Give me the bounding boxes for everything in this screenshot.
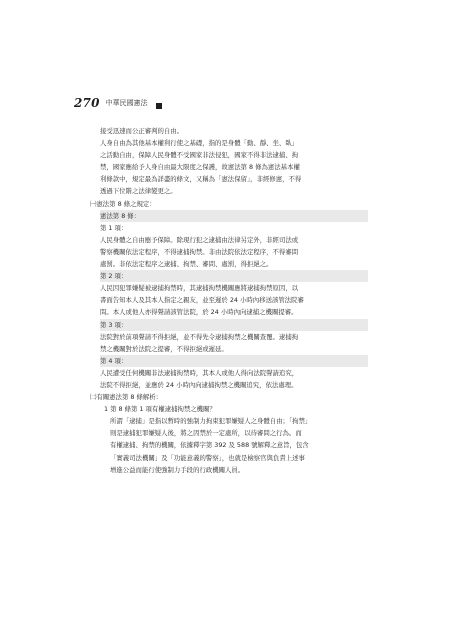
text-line: 禁之機關對於法院之提審，不得拒絕或遲延。 bbox=[100, 344, 228, 353]
text-line: 第 1 項： bbox=[100, 223, 128, 232]
body-text bbox=[90, 125, 368, 476]
text-line: 憲法第 8 條： bbox=[100, 210, 368, 222]
text-line: 人民身體之自由應予保障。除現行犯之逮捕由法律另定外，非經司法或 bbox=[100, 235, 299, 244]
text-line: 禁，國家應給予人身自由最大限度之保護，故憲法第 8 條為憲法基本權 bbox=[100, 163, 300, 172]
text-line: ㈡有關憲法第 8 條解析： bbox=[90, 393, 163, 402]
square-mark-icon bbox=[156, 103, 162, 109]
text-line: 增進公益而能行使強制力手段的行政機關人員。 bbox=[110, 465, 245, 474]
text-line: 人民因犯罪嫌疑被逮捕拘禁時，其逮捕拘禁機關應將逮捕拘禁原因，以 bbox=[100, 284, 299, 293]
text-line: 問。本人或他人亦得聲請該管法院，於 24 小時內向逮捕之機關提審。 bbox=[100, 308, 298, 317]
text-line: 透過下位階之法律變更之。 bbox=[100, 187, 177, 196]
text-line: 法院不得拒絕，並應於 24 小時內向逮捕拘禁之機關追究，依法處理。 bbox=[100, 380, 298, 389]
text-line: ㈠憲法第 8 條之規定： bbox=[90, 199, 156, 208]
page-header bbox=[74, 96, 162, 110]
text-line: 第 3 項： bbox=[100, 319, 368, 331]
text-line: 書面告知本人及其本人指定之親友，並至遲於 24 小時內移送該管法院審 bbox=[100, 296, 304, 305]
page-number: 270 bbox=[74, 96, 100, 110]
text-line: 第 2 項： bbox=[100, 270, 368, 282]
text-line: 處罰。非依法定程序之逮捕、拘禁、審問、處罰，得拒絕之。 bbox=[100, 260, 273, 269]
text-line: 之活動自由，保障人民身體不受國家非法侵犯，國家不得非法逮捕、拘 bbox=[100, 151, 299, 160]
text-line: 警察機關依法定程序，不得逮捕拘禁。非由法院依法定程序，不得審問 bbox=[100, 247, 299, 256]
text-line: 接受迅速而公正審判的自由。 bbox=[100, 127, 184, 135]
text-line: 所謂「逮捕」是指以暫時的強制力拘束犯罪嫌疑人之身體自由；「拘禁」 bbox=[110, 417, 312, 426]
text-line: 第 4 項： bbox=[100, 355, 368, 367]
text-line: 則是逮捕犯罪嫌疑人後，將之因禁於一定處所，以待審問之行為。而 bbox=[110, 429, 302, 438]
text-line: 人身自由為其他基本權利行使之基礎，指的是身體「動、靜、坐、臥」 bbox=[100, 139, 299, 148]
text-line: 「實義司法機關」及「功能意義的警察」，也就是檢察官與負責上述事 bbox=[110, 453, 305, 462]
text-line: 有權逮捕、拘禁的機關，依據釋字第 392 及 588 號解釋之意旨，包含 bbox=[110, 441, 309, 450]
running-head: 中華民國憲法 bbox=[105, 99, 148, 107]
text-line: 利條款中，規定最為詳盡的條文，又稱為「憲法保留」，非經修憲，不得 bbox=[100, 175, 302, 184]
text-line: 人民遭受任何機關非法逮捕拘禁時，其本人或他人得向法院聲請追究， bbox=[100, 368, 299, 377]
text-line: 法院對於前項聲請不得拒絕，並不得先令逮捕拘禁之機關查覆。逮捕拘 bbox=[100, 332, 299, 341]
text-line: 1 第 8 條第 1 項有權逮捕拘禁之機關？ bbox=[104, 405, 216, 414]
